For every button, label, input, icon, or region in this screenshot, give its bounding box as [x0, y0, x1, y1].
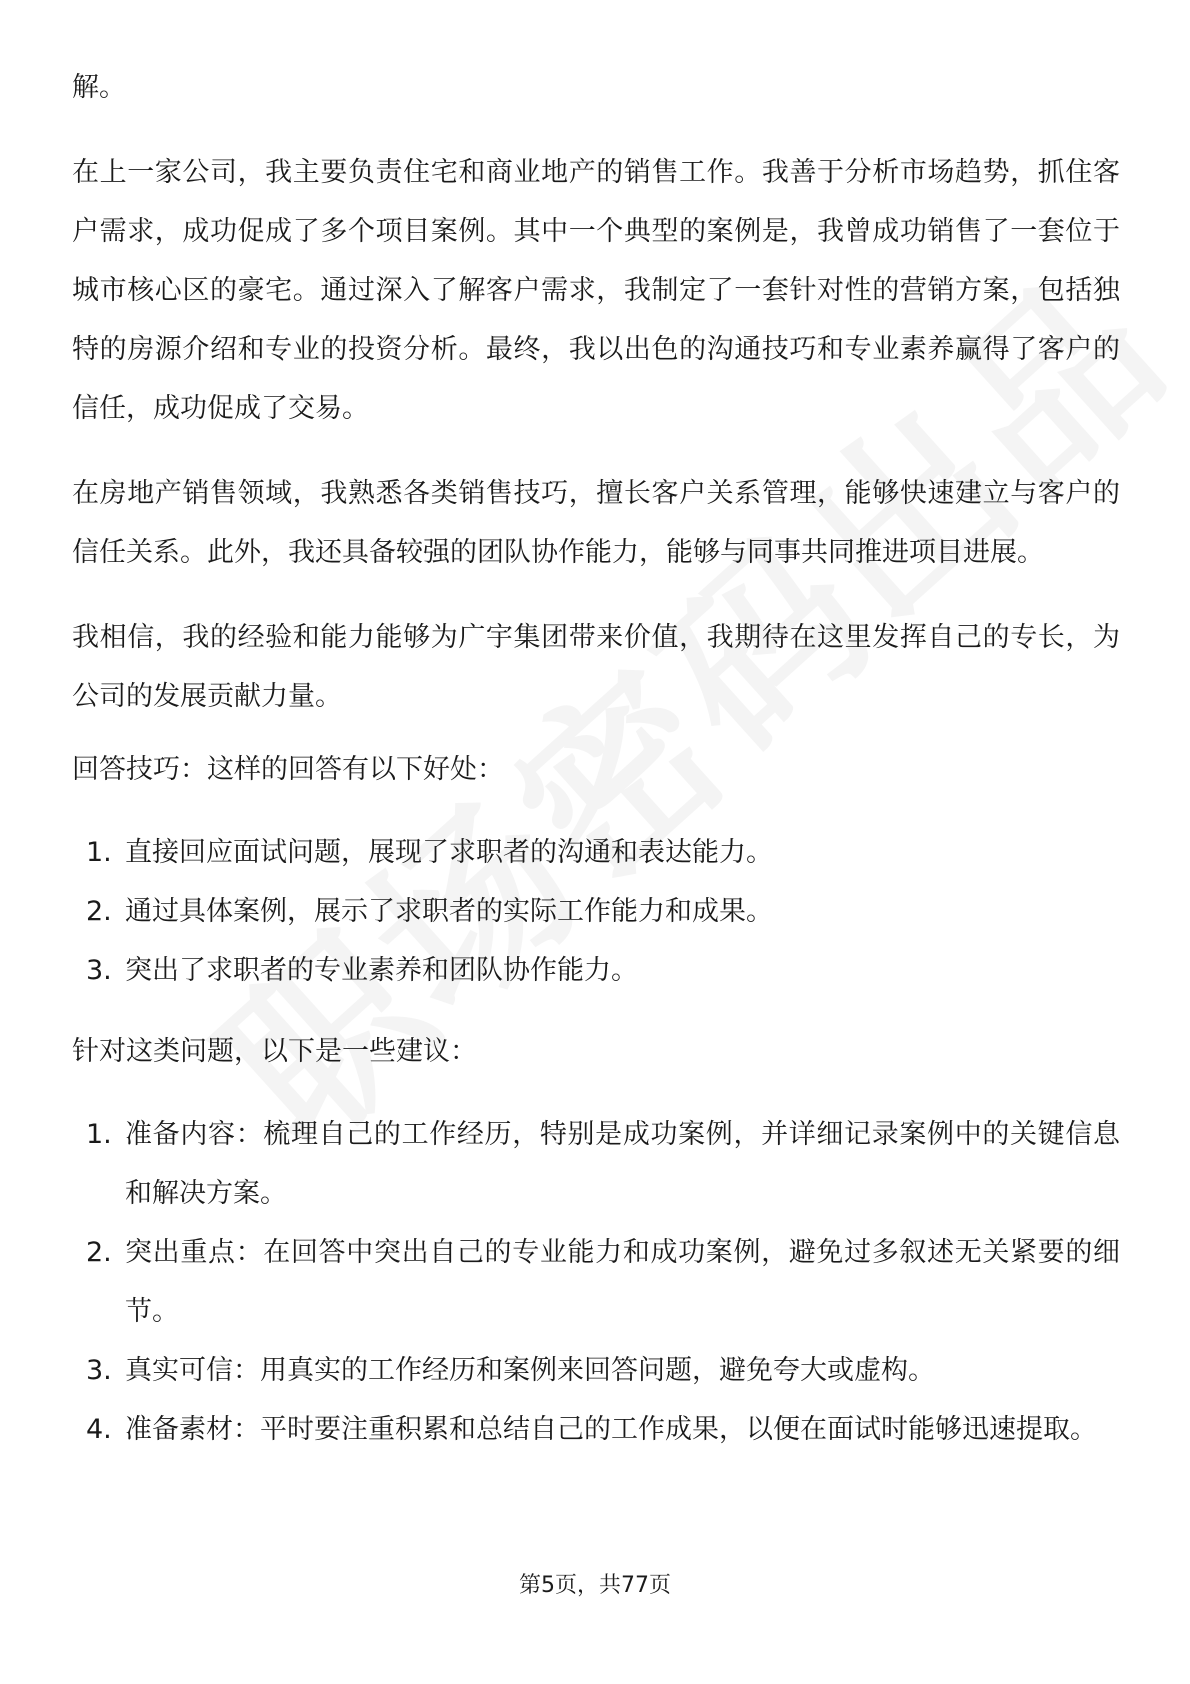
document-body	[72, 58, 1120, 1459]
list-number: 2.	[86, 1237, 112, 1268]
list-item-text: 突出了求职者的专业素养和团队协作能力。	[125, 955, 638, 986]
list-item	[72, 882, 1120, 941]
paragraph-conclusion: 我相信，我的经验和能力能够为广宇集团带来价值，我期待在这里发挥自己的专长，为公司的发展贡献力量。	[72, 622, 1120, 712]
list-number: 2.	[86, 896, 112, 927]
advice-list	[72, 1105, 1120, 1459]
paragraph-skills: 在房地产销售领域，我熟悉各类销售技巧，擅长客户关系管理，能够快速建立与客户的信任关系。此外，我还具备较强的团队协作能力，能够与同事共同推进项目进展。	[72, 478, 1120, 568]
tips-heading: 回答技巧：这样的回答有以下好处：	[72, 754, 504, 785]
list-item	[72, 1223, 1120, 1341]
list-item-text: 通过具体案例，展示了求职者的实际工作能力和成果。	[125, 896, 773, 927]
list-item	[72, 823, 1120, 882]
list-item-text: 突出重点：在回答中突出自己的专业能力和成功案例，避免过多叙述无关紧要的细节。	[125, 1237, 1120, 1327]
list-item-text: 准备内容：梳理自己的工作经历，特别是成功案例，并详细记录案例中的关键信息和解决方案。	[125, 1119, 1120, 1209]
list-number: 1.	[86, 837, 112, 868]
page-footer: 第5页，共77页	[519, 1573, 671, 1598]
advice-heading: 针对这类问题，以下是一些建议：	[72, 1036, 477, 1067]
list-number: 3.	[86, 1355, 112, 1386]
list-item-text: 真实可信：用真实的工作经历和案例来回答问题，避免夸大或虚构。	[125, 1355, 935, 1386]
list-item	[72, 941, 1120, 1000]
list-item	[72, 1400, 1120, 1459]
paragraph-continuation: 解。	[72, 72, 126, 103]
list-number: 4.	[86, 1414, 112, 1445]
list-item	[72, 1105, 1120, 1223]
list-number: 1.	[86, 1119, 112, 1150]
paragraph-experience: 在上一家公司，我主要负责住宅和商业地产的销售工作。我善于分析市场趋势，抓住客户需求，成功促成了多个项目案例。其中一个典型的案例是，我曾成功销售了一套位于城市核心区的豪宅。通过深入了解客户需求，我制定了一套针对性的营销方案，包括独特的房源介绍和专业的投资分析。最终，我以出色的沟通技巧和专业素养赢得了客户的信任，成功促成了交易。	[72, 157, 1120, 424]
tips-list	[72, 823, 1120, 1000]
list-item	[72, 1341, 1120, 1400]
list-number: 3.	[86, 955, 112, 986]
list-item-text: 准备素材：平时要注重积累和总结自己的工作成果，以便在面试时能够迅速提取。	[125, 1414, 1097, 1445]
list-item-text: 直接回应面试问题，展现了求职者的沟通和表达能力。	[125, 837, 773, 868]
